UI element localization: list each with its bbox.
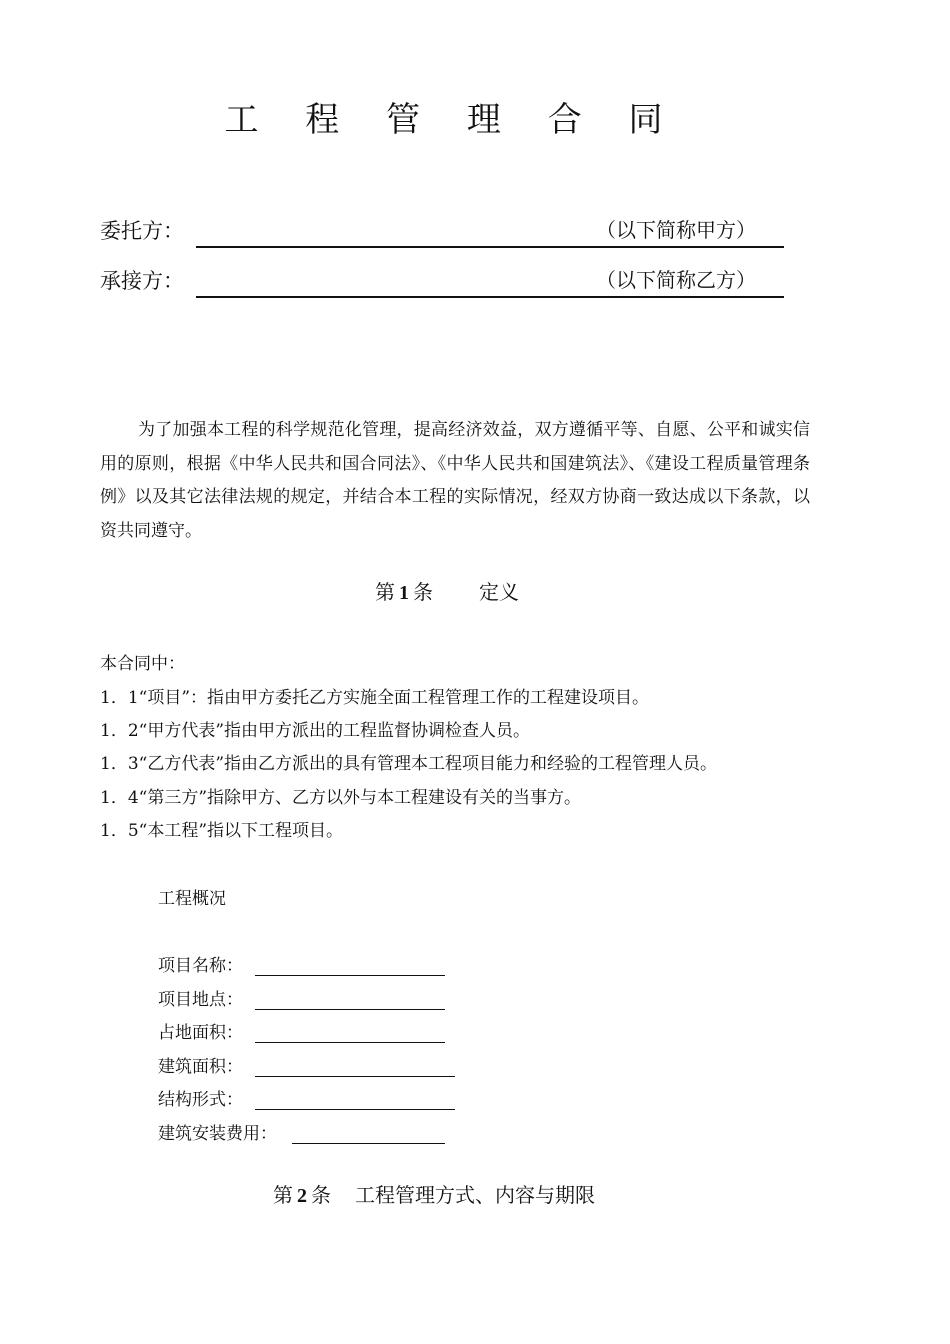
structure-type-label: 结构形式：: [158, 1090, 243, 1110]
building-area-line[interactable]: [255, 1076, 455, 1077]
contractor-label: 承接方：: [100, 269, 184, 293]
project-name-label: 项目名称：: [158, 956, 243, 976]
intro-paragraph: 为了加强本工程的科学规范化管理，提高经济效益，双方遵循平等、自愿、公平和诚实信用的原则，根据《中华人民共和国合同法》、《中华人民共和国建筑法》、《建设工程质量管理条例》以及其它法律法规的规定，并结合本工程的实际情况，经双方协商一致达成以下条款，以资共同遵守。: [100, 420, 810, 541]
definition-item: 1．4“第三方”指除甲方、乙方以外与本工程建设有关的当事方。: [100, 788, 582, 808]
definition-item: 1．1“项目”：指由甲方委托乙方实施全面工程管理工作的工程建设项目。: [100, 688, 650, 708]
structure-type-line[interactable]: [255, 1109, 455, 1110]
building-area-label: 建筑面积：: [158, 1057, 243, 1077]
contractor-name-line[interactable]: [196, 296, 784, 298]
installation-cost-line[interactable]: [292, 1143, 445, 1144]
article-1-number: 1: [399, 582, 409, 604]
client-label: 委托方：: [100, 219, 184, 243]
client-name-line[interactable]: [196, 246, 784, 248]
project-overview-title: 工程概况: [158, 889, 226, 909]
article-2-prefix: 第: [273, 1183, 293, 1207]
document-title: 工 程 管 理 合 同: [224, 100, 681, 140]
article-2-number: 2: [297, 1185, 307, 1207]
project-name-line[interactable]: [255, 975, 445, 976]
land-area-line[interactable]: [255, 1042, 445, 1043]
article-2-suffix: 条: [311, 1183, 331, 1207]
definition-item: 1．2“甲方代表”指由甲方派出的工程监督协调检查人员。: [100, 721, 531, 741]
article-2-heading: [273, 1181, 595, 1210]
article-2-title: 工程管理方式、内容与期限: [355, 1183, 595, 1207]
contractor-abbreviation-note: （以下简称乙方）: [596, 268, 756, 292]
article-1-heading: [375, 578, 519, 607]
land-area-label: 占地面积：: [158, 1023, 243, 1043]
article-1-suffix: 条: [413, 580, 433, 604]
definition-item: 1．3“乙方代表”指由乙方派出的具有管理本工程项目能力和经验的工程管理人员。: [100, 754, 718, 774]
project-location-label: 项目地点：: [158, 990, 243, 1010]
project-location-line[interactable]: [255, 1009, 445, 1010]
client-abbreviation-note: （以下简称甲方）: [596, 218, 756, 242]
definition-item: 1．5“本工程”指以下工程项目。: [100, 821, 344, 841]
installation-cost-label: 建筑安装费用：: [158, 1124, 277, 1144]
article-1-title: 定义: [479, 580, 519, 604]
definitions-lead: 本合同中：: [100, 654, 185, 674]
article-1-prefix: 第: [375, 580, 395, 604]
